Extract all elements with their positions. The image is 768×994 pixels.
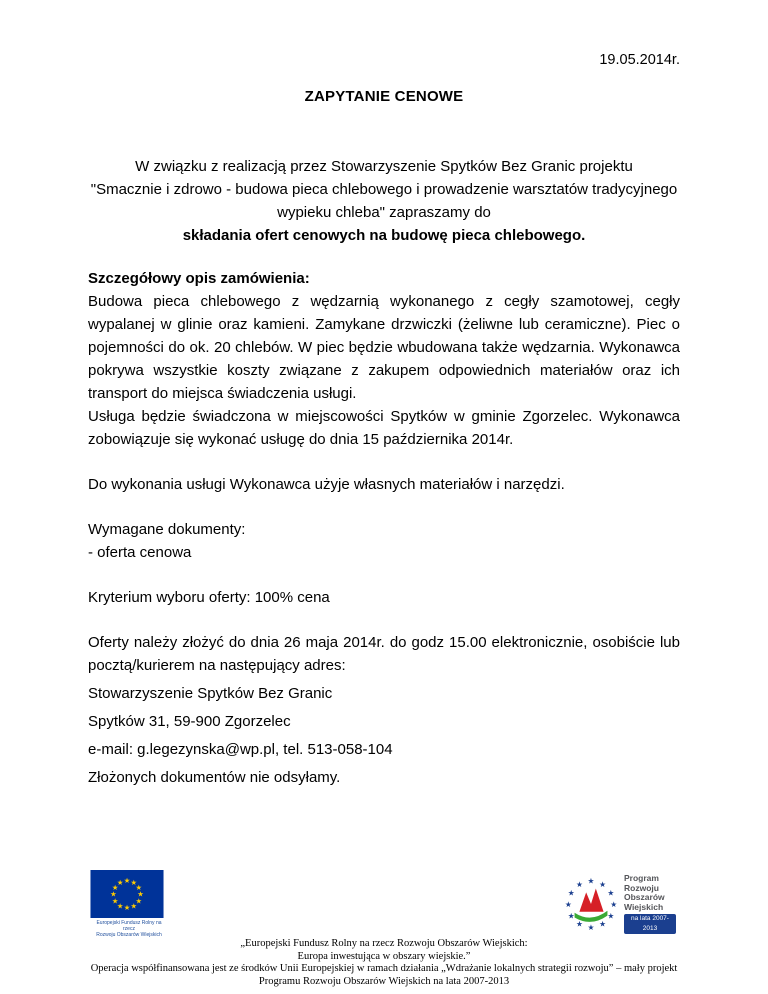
svg-text:★: ★ bbox=[587, 923, 595, 933]
prow-name-line-2: Rozwoju bbox=[624, 882, 659, 893]
svg-text:★: ★ bbox=[116, 901, 124, 911]
svg-text:★: ★ bbox=[111, 882, 119, 892]
prow-emblem-icon bbox=[562, 875, 620, 933]
footer-funding-text bbox=[0, 938, 768, 988]
svg-text:★: ★ bbox=[567, 911, 575, 921]
submission-note: Złożonych dokumentów nie odsyłamy. bbox=[88, 769, 341, 786]
eu-flag-icon bbox=[90, 870, 164, 918]
footer-line-3: Operacja współfinansowana jest ze środków Unii Europejskiej w ramach działania „Wdrażanie lokalnych strategii rozwoju” – mały projekt bbox=[90, 963, 678, 974]
details-paragraph-2: Usługa będzie świadczona w miejscowości Spytków w gminie Zgorzelec. Wykonawca zobowiązuje się wykonać usługę do dnia 15 października 2014r. bbox=[88, 408, 680, 448]
svg-text:★: ★ bbox=[575, 919, 583, 929]
eu-flag-block bbox=[90, 870, 168, 938]
details-heading: Szczegółowy opis zamówienia: bbox=[88, 270, 310, 287]
submission-paragraph: Oferty należy złożyć do dnia 26 maja 2014r. do godz 15.00 elektronicznie, osobiście lub pocztą/kurierem na następujący adres: bbox=[88, 634, 680, 674]
footer-line-1: „Europejski Fundusz Rolny na rzecz Rozwoju Obszarów Wiejskich: bbox=[240, 938, 528, 949]
svg-text:★: ★ bbox=[607, 888, 615, 898]
eu-caption-line-2: Rozwoju Obszarów Wiejskich bbox=[96, 932, 162, 938]
required-docs-item: - oferta cenowa bbox=[88, 544, 192, 561]
intro-section bbox=[88, 155, 680, 247]
intro-line-2: "Smacznie i zdrowo - budowa pieca chlebowego i prowadzenie warsztatów tradycyjnego bbox=[90, 181, 678, 198]
svg-text:★: ★ bbox=[564, 899, 572, 909]
svg-text:★: ★ bbox=[135, 896, 143, 906]
prow-logo bbox=[562, 874, 682, 934]
svg-text:★: ★ bbox=[130, 877, 138, 887]
svg-text:★: ★ bbox=[116, 877, 124, 887]
svg-text:★: ★ bbox=[599, 880, 607, 890]
svg-text:★: ★ bbox=[123, 903, 131, 913]
svg-text:★: ★ bbox=[607, 911, 615, 921]
prow-name-line-4: Wiejskich bbox=[624, 901, 664, 912]
document-date: 19.05.2014r. bbox=[599, 52, 680, 68]
svg-text:★: ★ bbox=[111, 896, 119, 906]
footer-line-2: Europa inwestująca w obszary wiejskie.” bbox=[297, 950, 471, 962]
eu-caption-line-1: Europejski Fundusz Rolny na rzecz bbox=[96, 920, 162, 932]
prow-text bbox=[624, 874, 682, 934]
required-docs-heading: Wymagane dokumenty: bbox=[88, 521, 246, 538]
submission-contact: e-mail: g.legezynska@wp.pl, tel. 513-058-104 bbox=[88, 741, 393, 758]
svg-text:★: ★ bbox=[130, 901, 138, 911]
document-title: ZAPYTANIE CENOWE bbox=[304, 88, 464, 105]
intro-line-3: wypieku chleba" zapraszamy do bbox=[277, 204, 491, 221]
details-paragraph-1: Budowa pieca chlebowego z wędzarnią wykonanego z cegły szamotowej, cegły wypalanej w glinie oraz kamieni. Zamykane drzwiczki (żeliwne lub ceramiczne). Piec o pojemności do ok. 20 chlebów. W piec będzie wbudowana także wędzarnia. Wykonawca pokrywa wszystkie koszty związane z zakupem odpowiednich materiałów oraz ich transport do miejsca świadczenia usługi. bbox=[88, 293, 680, 402]
svg-text:★: ★ bbox=[575, 880, 583, 890]
svg-text:★: ★ bbox=[599, 919, 607, 929]
footer-line-4: Programu Rozwoju Obszarów Wiejskich na lata 2007-2013 bbox=[258, 975, 510, 987]
intro-line-1: W związku z realizacją przez Stowarzyszenie Spytków Bez Granic projektu bbox=[135, 158, 633, 175]
svg-text:★: ★ bbox=[610, 899, 618, 909]
criterion-line: Kryterium wyboru oferty: 100% cena bbox=[88, 589, 330, 606]
svg-text:★: ★ bbox=[587, 876, 595, 886]
intro-bold-line: składania ofert cenowych na budowę pieca chlebowego. bbox=[182, 227, 586, 244]
prow-years-banner: na lata 2007-2013 bbox=[624, 914, 676, 934]
svg-text:★: ★ bbox=[110, 889, 117, 899]
prow-name-line-3: Obszarów bbox=[624, 892, 665, 902]
submission-address: Spytków 31, 59-900 Zgorzelec bbox=[88, 713, 291, 730]
svg-text:★: ★ bbox=[135, 882, 143, 892]
footer bbox=[0, 864, 768, 994]
svg-text:★: ★ bbox=[123, 876, 131, 886]
eu-flag-caption bbox=[90, 920, 168, 938]
svg-text:★: ★ bbox=[137, 889, 144, 899]
prow-name-line-1: Program bbox=[624, 873, 659, 883]
submission-org: Stowarzyszenie Spytków Bez Granic bbox=[88, 685, 333, 702]
svg-text:★: ★ bbox=[567, 888, 575, 898]
details-paragraph-3: Do wykonania usługi Wykonawca użyje własnych materiałów i narzędzi. bbox=[88, 476, 565, 493]
